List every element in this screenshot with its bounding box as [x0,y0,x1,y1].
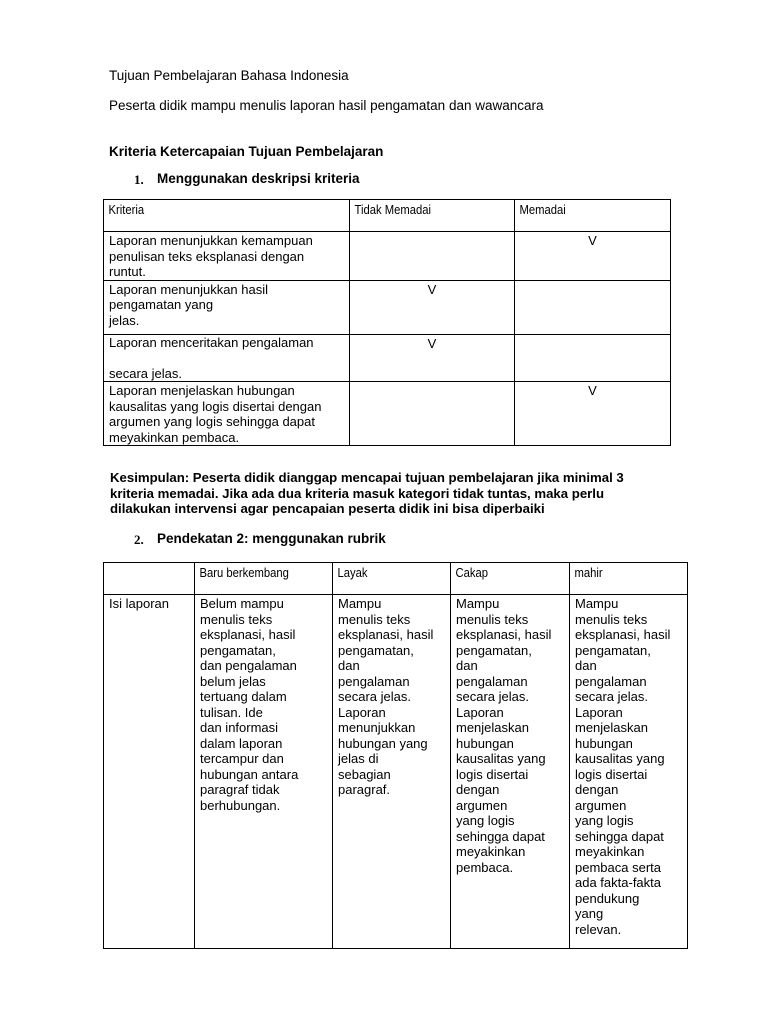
tidak-memadai-mark [350,382,514,383]
section-heading: Kriteria Ketercapaian Tujuan Pembelajaran [109,144,384,159]
tidak-memadai-mark: V [427,335,437,351]
rubric-cell-layak: Mampu menulis teks eksplanasi, hasil pengamatan, dan pengalaman secara jelas. Laporan menunjukkan hubungan yang jelas di sebagian paragraf. [338,596,434,797]
table-row [104,382,671,446]
criterion-text: Laporan menjelaskan hubungan kausalitas yang logis disertai dengan argumen yang logis sehingga dapat meyakinkan pembaca. [109,383,322,445]
rubric-header-row [104,563,688,595]
item2-number: 2. [134,532,144,547]
item1-number: 1. [134,172,144,187]
row-label-isi-laporan: Isi laporan [109,596,169,611]
header-tidak-memadai: Tidak Memadai [354,203,431,217]
item1-label: Menggunakan deskripsi kriteria [157,171,360,186]
criterion-text: Laporan menceritakan pengalaman secara jelas. [109,334,314,381]
rubric-cell-baru-berkembang: Belum mampu menulis teks eksplanasi, hasil pengamatan, dan pengalaman belum jelas tertuang dalam tulisan. Ide dan informasi dalam laporan tercampur dan hubungan antara paragraf tidak berhubungan. [200,596,299,813]
memadai-mark [515,335,670,336]
item2-label: Pendekatan 2: menggunakan rubrik [157,531,386,546]
table-row [104,280,671,334]
conclusion-line: kriteria memadai. Jika ada dua kriteria masuk kategori tidak tuntas, maka perlu [110,485,605,501]
conclusion-line: Kesimpulan: Peserta didik dianggap mencapai tujuan pembelajaran jika minimal 3 [110,470,624,485]
memadai-mark: V [588,383,597,398]
header-cakap: Cakap [455,566,489,580]
conclusion [110,470,624,517]
learning-objective: Peserta didik mampu menulis laporan hasil pengamatan dan wawancara [109,98,544,113]
table-row [104,232,671,281]
header-memadai: Memadai [519,203,566,217]
criteria-table [103,199,671,446]
header-kriteria: Kriteria [108,203,145,217]
memadai-mark [515,281,670,282]
document-title: Tujuan Pembelajaran Bahasa Indonesia [109,68,349,83]
rubric-cell-mahir: Mampu menulis teks eksplanasi, hasil pengamatan, dan pengalaman secara jelas. Laporan menjelaskan hubungan kausalitas yang logis disertai dengan argumen yang logis sehingga dapat meyakinkan pembaca serta ada fakta-fakta pendukung yang relevan. [575,596,671,937]
tidak-memadai-mark [350,232,514,233]
header-mahir: mahir [574,566,603,580]
conclusion-line: dilakukan intervensi agar pencapaian peserta didik ini bisa diperbaiki [110,501,545,516]
memadai-mark: V [588,233,597,248]
header-layak: Layak [337,566,368,580]
criterion-text: Laporan menunjukkan hasil pengamatan yang jelas. [109,281,268,328]
rubric-cell-cakap: Mampu menulis teks eksplanasi, hasil pengamatan, dan pengalaman secara jelas. Laporan menjelaskan hubungan kausalitas yang logis disertai dengan argumen yang logis sehingga dapat meyakinkan pembaca. [456,596,552,875]
table-row [104,334,671,382]
header-baru-berkembang: Baru berkembang [199,566,289,580]
rubric-table [103,562,688,949]
criteria-table-header-row [104,200,671,232]
header-empty [104,563,185,569]
tidak-memadai-mark: V [427,281,437,297]
table-row [104,595,688,949]
criterion-text: Laporan menunjukkan kemampuan penulisan teks eksplanasi dengan runtut. [109,233,313,279]
